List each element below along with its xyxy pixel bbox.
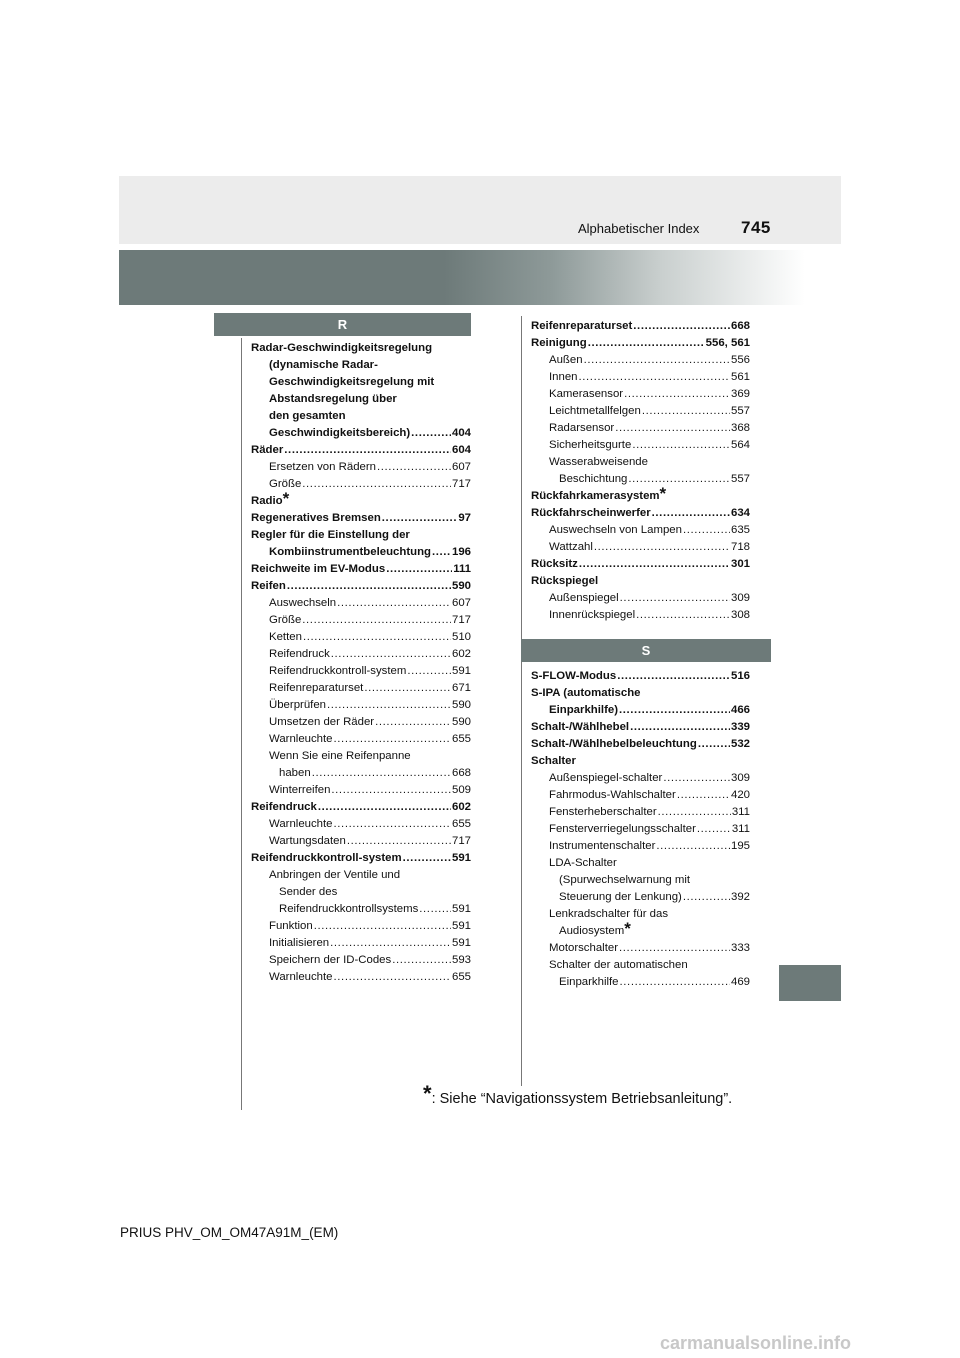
dot-leader xyxy=(407,663,451,680)
index-entry-page: 668 xyxy=(451,767,471,779)
index-entry-page: 668 xyxy=(730,320,750,332)
index-entry-term: Reifendruckkontrollsystems xyxy=(279,903,419,915)
dot-leader xyxy=(334,969,451,986)
footnote xyxy=(423,1081,733,1107)
dot-leader xyxy=(698,736,730,753)
index-entry xyxy=(531,855,750,872)
dot-leader xyxy=(303,629,451,646)
index-entry-page: 561 xyxy=(730,371,750,383)
index-entry-page: 195 xyxy=(730,840,750,852)
index-entry xyxy=(251,714,471,731)
index-entry-term: Funktion xyxy=(269,920,313,932)
index-entry-page: 635 xyxy=(730,524,750,536)
index-entry xyxy=(251,425,471,442)
index-entry xyxy=(251,731,471,748)
index-entry xyxy=(531,838,750,855)
index-entry-term: Reifen xyxy=(251,580,286,592)
index-entry xyxy=(531,906,750,923)
index-entry: Radio * xyxy=(251,489,290,508)
dot-leader xyxy=(432,544,451,561)
dot-leader xyxy=(403,850,451,867)
dot-leader xyxy=(377,459,451,476)
index-entry-term: Auswechseln xyxy=(269,597,337,609)
watermark: carmanualsonline.info xyxy=(660,1333,852,1353)
index-entry xyxy=(251,901,471,918)
index-entry xyxy=(251,935,471,952)
index-entry xyxy=(251,850,471,867)
index-entry xyxy=(531,573,750,590)
index-entry-term: Reifendruck xyxy=(269,648,330,660)
dot-leader xyxy=(334,816,451,833)
index-entry xyxy=(531,403,750,420)
index-entry-page: 510 xyxy=(451,631,471,643)
index-entry-page: 469 xyxy=(730,976,750,988)
index-entry-page: 311 xyxy=(731,806,750,818)
index-entry: Audiosystem * xyxy=(559,919,631,938)
dot-leader xyxy=(419,901,451,918)
index-entry-page: 607 xyxy=(451,461,471,473)
index-entry-page: 717 xyxy=(451,835,471,847)
index-entry-term: Wasserabweisende xyxy=(549,456,648,468)
index-entry-term: Auswechseln von Lampen xyxy=(549,524,682,536)
index-entry-term: Regeneratives Bremsen xyxy=(251,512,381,524)
index-entry-term: Radarsensor xyxy=(549,422,615,434)
dot-leader xyxy=(386,561,452,578)
index-entry-page: 311 xyxy=(731,823,750,835)
index-entry-term: Warnleuchte xyxy=(269,818,333,830)
index-entry xyxy=(531,471,750,488)
index-entry-term: Warnleuchte xyxy=(269,733,333,745)
index-entry-term: den gesamten xyxy=(269,410,346,422)
index-entry-page: 671 xyxy=(451,682,471,694)
index-entry-term: Reinigung xyxy=(531,337,587,349)
index-entry xyxy=(251,884,471,901)
index-entry-page: 557 xyxy=(730,405,750,417)
index-entry xyxy=(531,787,750,804)
index-entry xyxy=(251,544,471,561)
index-entry-term: Wattzahl xyxy=(549,541,593,553)
index-entry-page: 532 xyxy=(730,738,750,750)
index-entry xyxy=(251,340,471,357)
index-entry-term: Leichtmetallfelgen xyxy=(549,405,641,417)
index-entry-term: Warnleuchte xyxy=(269,971,333,983)
footnote-text: : Siehe “Navigationssystem Betriebsanleitung”. xyxy=(431,1091,733,1107)
index-entry xyxy=(531,889,750,906)
index-entry-term: Außenspiegel-schalter xyxy=(549,772,663,784)
index-entry-page: 404 xyxy=(451,427,471,439)
dot-leader xyxy=(683,889,730,906)
index-entry xyxy=(531,736,750,753)
dot-leader xyxy=(584,352,730,369)
index-entry xyxy=(251,680,471,697)
index-entry-term: Rückspiegel xyxy=(531,575,599,587)
index-entry-term: Fensterheberschalter xyxy=(549,806,657,818)
dot-leader xyxy=(382,510,458,527)
index-entry xyxy=(251,612,471,629)
index-entry xyxy=(531,974,750,991)
dot-leader xyxy=(375,714,451,731)
dot-leader xyxy=(347,833,451,850)
dot-leader xyxy=(314,918,451,935)
index-entry-term: Anbringen der Ventile und xyxy=(269,869,401,881)
dot-leader xyxy=(617,668,730,685)
dot-leader xyxy=(327,697,451,714)
dot-leader xyxy=(615,420,730,437)
index-entry-term: Beschichtung xyxy=(559,473,628,485)
index-entry-term: Wenn Sie eine Reifenpanne xyxy=(269,750,411,762)
dot-leader xyxy=(331,646,451,663)
index-entry xyxy=(531,607,750,624)
index-entry-page: 309 xyxy=(730,772,750,784)
index-entry xyxy=(531,872,750,889)
dot-leader xyxy=(331,782,451,799)
index-entry: Rückfahrkamerasystem * xyxy=(531,484,667,503)
index-entry-term: Reifenreparaturset xyxy=(269,682,364,694)
index-entry-term: Kamerasensor xyxy=(549,388,624,400)
index-entry-term: Innen xyxy=(549,371,578,383)
index-column-right-s xyxy=(531,668,750,991)
dot-leader xyxy=(330,935,451,952)
index-entry-page: 655 xyxy=(451,733,471,745)
dot-leader xyxy=(630,719,730,736)
letter-heading-r: R xyxy=(214,313,471,336)
index-entry-term: Geschwindigkeitsbereich) xyxy=(269,427,411,439)
index-entry-term: Reifendruckkontroll-system xyxy=(251,852,402,864)
index-entry-page: 655 xyxy=(451,971,471,983)
index-entry xyxy=(251,765,471,782)
index-entry-term: Kombiinstrumentbeleuchtung xyxy=(269,546,431,558)
index-entry-term: Sender des xyxy=(279,886,338,898)
index-entry xyxy=(251,578,471,595)
index-entry-page: 591 xyxy=(451,937,471,949)
index-entry xyxy=(251,799,471,816)
dot-leader xyxy=(636,607,730,624)
index-entry-page: 556 xyxy=(730,354,750,366)
index-entry xyxy=(531,454,750,471)
index-entry-page: 392 xyxy=(730,891,750,903)
dot-leader xyxy=(632,437,730,454)
index-entry-page: 590 xyxy=(451,699,471,711)
index-entry xyxy=(251,816,471,833)
dot-leader xyxy=(312,765,451,782)
index-entry xyxy=(531,957,750,974)
index-entry xyxy=(531,770,750,787)
index-entry-page: 466 xyxy=(730,704,750,716)
index-entry-term: Schalter xyxy=(531,755,576,767)
index-entry xyxy=(251,374,471,391)
index-entry-term: (Spurwechselwarnung mit xyxy=(559,874,691,886)
index-entry-term: Ersetzen von Rädern xyxy=(269,461,377,473)
index-entry xyxy=(251,748,471,765)
index-entry-page: 602 xyxy=(451,648,471,660)
dot-leader xyxy=(579,556,730,573)
index-entry xyxy=(531,556,750,573)
index-entry-term: Geschwindigkeitsregelung mit xyxy=(269,376,435,388)
dot-leader xyxy=(620,590,730,607)
dot-leader xyxy=(656,838,730,855)
index-entry-term: Fahrmodus-Wahlschalter xyxy=(549,789,676,801)
index-entry-term: Größe xyxy=(269,614,302,626)
index-entry xyxy=(251,918,471,935)
dot-leader xyxy=(677,787,730,804)
index-entry xyxy=(251,663,471,680)
index-entry-term: Winterreifen xyxy=(269,784,331,796)
index-entry xyxy=(251,646,471,663)
index-entry-page: 591 xyxy=(451,665,471,677)
index-entry-term: Sicherheitsgurte xyxy=(549,439,632,451)
dot-leader xyxy=(588,335,705,352)
index-entry-term: Rücksitz xyxy=(531,558,578,570)
index-entry-page: 509 xyxy=(451,784,471,796)
index-entry xyxy=(531,702,750,719)
index-entry xyxy=(251,357,471,374)
index-entry-term: S-FLOW-Modus xyxy=(531,670,617,682)
dot-leader xyxy=(287,578,451,595)
index-entry xyxy=(531,590,750,607)
index-entry xyxy=(251,527,471,544)
letter-heading-s: S xyxy=(521,639,771,662)
index-entry xyxy=(251,442,471,459)
index-entry-page: 196 xyxy=(451,546,471,558)
index-entry-term: Radio xyxy=(251,495,283,507)
index-entry xyxy=(531,539,750,556)
index-entry-term: (dynamische Radar- xyxy=(269,359,378,371)
index-entry-page: 564 xyxy=(730,439,750,451)
index-entry xyxy=(251,969,471,986)
index-entry-term: Speichern der ID-Codes xyxy=(269,954,392,966)
dot-leader xyxy=(652,505,730,522)
index-entry-term: Reifenreparaturset xyxy=(531,320,633,332)
index-entry-page: 97 xyxy=(458,512,471,524)
index-entry-term: Schalt-/Wählhebelbeleuchtung xyxy=(531,738,697,750)
index-entry xyxy=(531,685,750,702)
index-column-left xyxy=(251,340,471,986)
index-entry-term: Regler für die Einstellung der xyxy=(251,529,410,541)
index-entry xyxy=(531,386,750,403)
index-entry-page: 111 xyxy=(453,563,471,575)
index-entry xyxy=(251,833,471,850)
index-entry-term: Außen xyxy=(549,354,583,366)
index-entry xyxy=(251,595,471,612)
dot-leader xyxy=(594,539,730,556)
index-entry-page: 718 xyxy=(730,541,750,553)
index-entry-term: Steuerung der Lenkung) xyxy=(559,891,682,903)
index-entry xyxy=(251,510,471,527)
index-entry xyxy=(531,420,750,437)
index-entry-term: Außenspiegel xyxy=(549,592,619,604)
index-entry xyxy=(531,804,750,821)
index-entry-term: Überprüfen xyxy=(269,699,326,711)
index-entry-term: Radar-Geschwindigkeitsregelung xyxy=(251,342,433,354)
index-entry-page: 556, 561 xyxy=(705,337,750,349)
index-entry xyxy=(251,697,471,714)
dot-leader xyxy=(633,318,730,335)
dot-leader xyxy=(337,595,451,612)
index-entry-page: 309 xyxy=(730,592,750,604)
index-entry-term: S-IPA (automatische xyxy=(531,687,641,699)
index-entry xyxy=(531,369,750,386)
index-entry-page: 590 xyxy=(451,716,471,728)
index-column-right-r xyxy=(531,318,750,624)
index-entry-page: 557 xyxy=(730,473,750,485)
index-entry-page: 591 xyxy=(451,920,471,932)
index-entry-term: haben xyxy=(279,767,311,779)
index-entry-term: Initialisieren xyxy=(269,937,330,949)
index-entry-page: 591 xyxy=(451,852,471,864)
dot-leader xyxy=(683,522,730,539)
index-entry-page: 634 xyxy=(730,507,750,519)
index-entry xyxy=(251,952,471,969)
index-entry xyxy=(251,867,471,884)
index-entry-term: Rückfahrscheinwerfer xyxy=(531,507,651,519)
index-entry-term: Einparkhilfe) xyxy=(549,704,618,716)
index-entry xyxy=(531,505,750,522)
dot-leader xyxy=(579,369,730,386)
index-entry-term: Instrumentenschalter xyxy=(549,840,656,852)
index-entry xyxy=(531,318,750,335)
dot-leader xyxy=(334,731,451,748)
dot-leader xyxy=(619,940,730,957)
index-entry-term: Reifendruckkontroll-system xyxy=(269,665,407,677)
index-entry xyxy=(531,719,750,736)
index-entry-term: Schalt-/Wählhebel xyxy=(531,721,630,733)
index-entry-term: Rückfahrkamerasystem xyxy=(531,490,660,502)
index-entry-page: 717 xyxy=(451,478,471,490)
dot-leader xyxy=(697,821,731,838)
index-entry xyxy=(531,821,750,838)
index-entry-term: Schalter der automatischen xyxy=(549,959,688,971)
dot-leader xyxy=(284,442,451,459)
index-entry xyxy=(531,522,750,539)
index-entry-term: Reifendruck xyxy=(251,801,317,813)
index-entry xyxy=(531,668,750,685)
index-entry-page: 369 xyxy=(730,388,750,400)
index-entry-term: Größe xyxy=(269,478,302,490)
index-entry xyxy=(251,629,471,646)
index-entry-page: 655 xyxy=(451,818,471,830)
index-entry xyxy=(251,459,471,476)
dot-leader xyxy=(624,386,730,403)
header-band xyxy=(119,176,841,244)
index-entry-term: Einparkhilfe xyxy=(559,976,619,988)
header-banner xyxy=(119,250,841,305)
index-entry-page: 301 xyxy=(730,558,750,570)
index-entry-term: Wartungsdaten xyxy=(269,835,346,847)
index-entry-page: 604 xyxy=(451,444,471,456)
dot-leader xyxy=(364,680,451,697)
index-entry-page: 516 xyxy=(730,670,750,682)
index-entry-page: 339 xyxy=(730,721,750,733)
index-entry-term: Innenrückspiegel xyxy=(549,609,636,621)
index-entry-term: Umsetzen der Räder xyxy=(269,716,375,728)
chapter-tab xyxy=(779,965,841,1001)
index-entry-term: Motorschalter xyxy=(549,942,619,954)
dot-leader xyxy=(302,612,451,629)
index-entry xyxy=(531,940,750,957)
index-entry xyxy=(251,408,471,425)
section-title: Alphabetischer Index xyxy=(578,221,700,236)
index-entry xyxy=(531,437,750,454)
index-entry-term: Lenkradschalter für das xyxy=(549,908,669,920)
index-entry-term: LDA-Schalter xyxy=(549,857,617,869)
index-entry-term: Audiosystem xyxy=(559,925,625,937)
dot-leader xyxy=(318,799,451,816)
dot-leader xyxy=(392,952,451,969)
index-entry-page: 602 xyxy=(451,801,471,813)
index-entry xyxy=(251,782,471,799)
index-entry-page: 368 xyxy=(730,422,750,434)
dot-leader xyxy=(642,403,730,420)
dot-leader xyxy=(628,471,730,488)
column-divider-middle xyxy=(521,316,522,1086)
dot-leader xyxy=(620,974,730,991)
index-entry xyxy=(531,352,750,369)
index-entry-term: Räder xyxy=(251,444,284,456)
dot-leader xyxy=(658,804,731,821)
dot-leader xyxy=(302,476,451,493)
index-entry-page: 593 xyxy=(451,954,471,966)
index-entry-page: 308 xyxy=(730,609,750,621)
column-divider-left xyxy=(241,338,242,1110)
index-entry xyxy=(251,391,471,408)
footer-doc-id: PRIUS PHV_OM_OM47A91M_(EM) xyxy=(120,1225,339,1240)
index-entry-page: 590 xyxy=(451,580,471,592)
page-number: 745 xyxy=(741,218,771,237)
index-entry xyxy=(531,753,750,770)
index-entry-term: Ketten xyxy=(269,631,302,643)
footnote-star: * xyxy=(423,1081,432,1106)
index-entry xyxy=(251,561,471,578)
dot-leader xyxy=(663,770,730,787)
index-entry-page: 607 xyxy=(451,597,471,609)
index-entry-page: 333 xyxy=(730,942,750,954)
index-entry-term: Fensterverriegelungsschalter xyxy=(549,823,696,835)
index-entry-page: 717 xyxy=(451,614,471,626)
index-entry-page: 591 xyxy=(451,903,471,915)
dot-leader xyxy=(619,702,730,719)
index-entry-term: Reichweite im EV-Modus xyxy=(251,563,386,575)
index-entry-page: 420 xyxy=(730,789,750,801)
index-entry-term: Abstandsregelung über xyxy=(269,393,397,405)
index-entry xyxy=(531,335,750,352)
dot-leader xyxy=(411,425,451,442)
